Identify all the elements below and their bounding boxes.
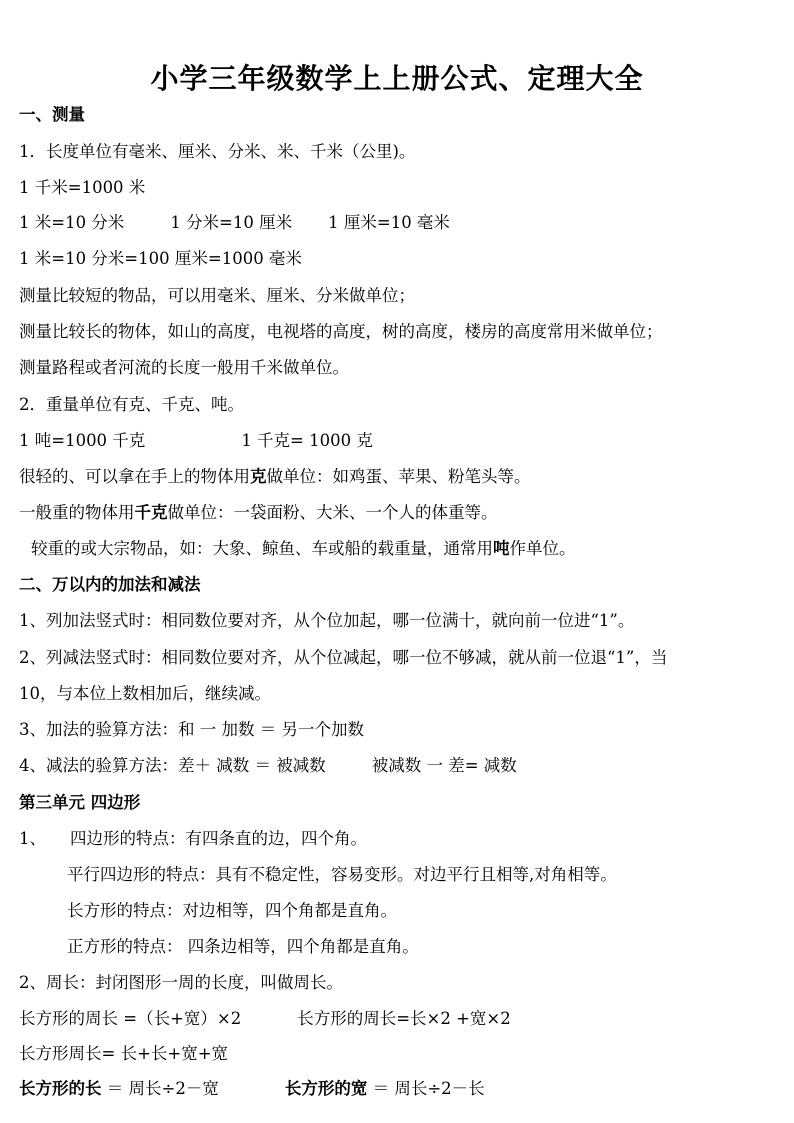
text-line: 3、加法的验算方法：和 一 加数 ＝ 另一个加数: [19, 720, 364, 739]
text-line: 测量路程或者河流的长度一般用千米做单位。: [19, 358, 349, 377]
text-segment: 很轻的、可以拿在手上的物体用: [19, 467, 250, 486]
text-line: [19, 466, 531, 488]
section-heading-quadrilateral: 第三单元 四边形: [19, 793, 141, 812]
formula: 1 厘米=10 毫米: [328, 213, 450, 232]
text-line: 1、列加法竖式时：相同数位要对齐，从个位加起，哪一位满十，就向前一位进“1”。: [19, 611, 635, 630]
text-segment: 做单位：如鸡蛋、苹果、粉笔头等。: [266, 467, 531, 486]
formula: 1 千克= 1000 克: [241, 431, 373, 450]
text-line: [19, 755, 517, 777]
text-line: 测量比较短的物品，可以用毫米、厘米、分米做单位；: [19, 286, 415, 305]
section-heading-addition-subtraction: 二、万以内的加法和减法: [19, 575, 201, 594]
text-line: 2、列减法竖式时：相同数位要对齐，从个位减起，哪一位不够减，就从前一位退“1”，当: [19, 648, 668, 667]
text-segment: ＝ 周长÷2－宽: [101, 1079, 219, 1098]
text-line: 长方形周长= 长+长+宽+宽: [19, 1044, 229, 1063]
text-line: 平行四边形的特点：具有不稳定性，容易变形。对边平行且相等,对角相等。: [67, 865, 617, 884]
bold-term: 千克: [134, 503, 168, 522]
bold-term: 吨: [493, 539, 510, 558]
text-line: 1 千米=1000 米: [19, 178, 146, 197]
formula: 1 米=10 分米: [19, 213, 125, 232]
text-line: [19, 430, 373, 452]
text-line: 长方形的特点：对边相等，四个角都是直角。: [67, 901, 397, 920]
text-line: [19, 212, 450, 234]
text-line: [19, 1078, 485, 1100]
text-segment: 作单位。: [509, 539, 576, 558]
text-line: 2、周长：封闭图形一周的长度，叫做周长。: [19, 973, 343, 992]
text-line: 10，与本位上数相加后，继续减。: [19, 684, 271, 703]
text-line: [19, 1008, 511, 1030]
text-segment: 较重的或大宗物品，如：大象、鲸鱼、车或船的载重量，通常用: [31, 539, 493, 558]
formula: 长方形的周长=长×2 +宽×2: [297, 1009, 511, 1028]
text-line: 2．重量单位有克、千克、吨。: [19, 395, 244, 414]
list-number: 1、: [19, 829, 46, 848]
text-line: 1．长度单位有毫米、厘米、分米、米、千米（公里)。: [19, 142, 416, 161]
bold-term: 克: [250, 467, 267, 486]
text-segment: 一般重的物体用: [19, 503, 135, 522]
formula: 4、减法的验算方法：差＋ 减数 ＝ 被减数: [19, 756, 326, 775]
formula: 1 分米=10 厘米: [170, 213, 293, 232]
formula: 被减数 一 差= 减数: [371, 756, 517, 775]
text-line: 测量比较长的物体，如山的高度，电视塔的高度，树的高度，楼房的高度常用米做单位；: [19, 322, 663, 341]
text-segment: 做单位：一袋面粉、大米、一个人的体重等。: [167, 503, 498, 522]
text-segment: ＝ 周长÷2－长: [367, 1079, 485, 1098]
formula: 1 吨=1000 千克: [19, 431, 146, 450]
text-line: 正方形的特点： 四条边相等，四个角都是直角。: [67, 937, 419, 956]
text-line: [19, 502, 498, 524]
bold-term: 长方形的长: [19, 1079, 102, 1098]
text-line: 1 米=10 分米=100 厘米=1000 毫米: [19, 249, 302, 268]
text-line: [19, 828, 367, 850]
page-title: 小学三年级数学上上册公式、定理大全: [150, 62, 644, 95]
text-line: [31, 538, 576, 560]
text-segment: 四边形的特点：有四条直的边，四个角。: [70, 829, 367, 848]
formula: 长方形的周长 =（长+宽）×2: [19, 1009, 242, 1028]
bold-term: 长方形的宽: [284, 1079, 368, 1098]
section-heading-measurement: 一、测量: [19, 105, 85, 124]
